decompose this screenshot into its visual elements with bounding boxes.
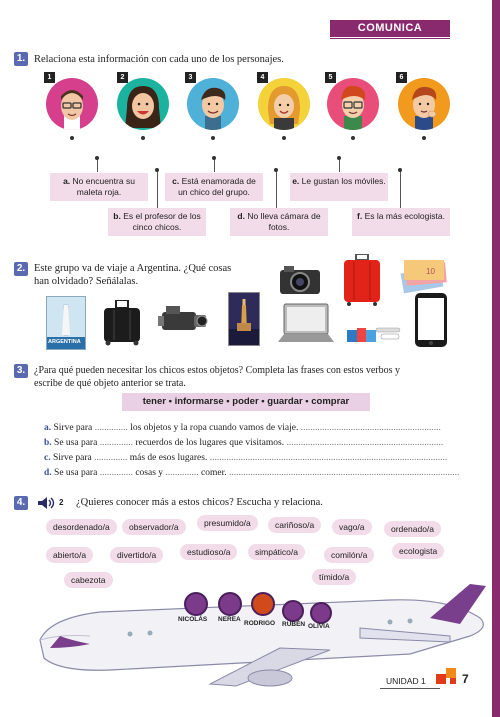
audio-icon[interactable] bbox=[36, 496, 60, 515]
character-number-6: 6 bbox=[396, 72, 407, 83]
character-number-1: 1 bbox=[44, 72, 55, 83]
nicolas-window-face-icon bbox=[184, 592, 208, 616]
verb-bank: tener • informarse • poder • guardar • comprar bbox=[122, 393, 370, 411]
sentence-b: b. Se usa para .............. recuerdos de los lugares que visitamos. .................................................................. bbox=[44, 438, 444, 448]
character-number-4: 4 bbox=[257, 72, 268, 83]
man-glasses-face-icon bbox=[46, 78, 98, 130]
svg-text:10: 10 bbox=[426, 267, 435, 276]
adjective-pill: ordenado/a bbox=[384, 521, 441, 537]
mobile-phone-icon bbox=[414, 292, 448, 353]
exercise-1-number: 1. bbox=[14, 52, 28, 66]
adjective-pill: cariñoso/a bbox=[268, 517, 321, 533]
connector-line bbox=[97, 158, 98, 172]
connector-dot bbox=[70, 136, 74, 140]
connector-dot bbox=[212, 156, 216, 160]
laptop-icon bbox=[278, 302, 334, 349]
olivia-window-face-icon bbox=[310, 602, 332, 624]
exercise-3-instruction-line1: ¿Para qué pueden necesitar los chicos estos objetos? Completa las frases con estos verbos y bbox=[34, 365, 401, 376]
sentence-d: d. Se usa para .............. cosas y .............. comer. ................................................................................................. bbox=[44, 468, 460, 478]
connector-line bbox=[339, 158, 340, 172]
character-number-5: 5 bbox=[325, 72, 336, 83]
connector-dot bbox=[398, 168, 402, 172]
sentence-c: c. Sirve para .............. más de esos lugares. .................................................................................................... bbox=[44, 453, 448, 463]
camera-icon bbox=[278, 262, 322, 301]
character-number-3: 3 bbox=[185, 72, 196, 83]
adjective-pill: simpático/a bbox=[248, 544, 305, 560]
connector-line bbox=[400, 170, 401, 210]
sentence-a: a. Sirve para .............. los objetos y la ropa cuando vamos de viaje. ........................................................... bbox=[44, 423, 441, 433]
adjective-pill: cabezota bbox=[64, 572, 113, 588]
connector-line bbox=[214, 158, 215, 172]
statement-d: d. No lleva cámara de fotos. bbox=[230, 208, 328, 236]
adjective-pill: presumido/a bbox=[197, 515, 258, 531]
toothbrush-icon bbox=[345, 322, 401, 349]
guidebook-title: ARGENTINA bbox=[48, 339, 81, 345]
statement-b: b. Es el profesor de los cinco chicos. bbox=[108, 208, 206, 236]
name-label: NICOLÁS bbox=[178, 616, 208, 623]
name-label: OLIVIA bbox=[308, 623, 330, 630]
adjective-pill: abierto/a bbox=[46, 547, 93, 563]
suitcase-red-icon bbox=[342, 254, 382, 311]
video-camera-icon bbox=[156, 304, 212, 343]
name-label: RUBÉN bbox=[282, 621, 306, 628]
adjective-pill: observador/a bbox=[122, 519, 186, 535]
rodrigo-window-face-icon bbox=[251, 592, 275, 616]
ruben-window-face-icon bbox=[282, 600, 304, 622]
boy-red-hair-glasses-face-icon bbox=[327, 78, 379, 130]
connector-dot bbox=[351, 136, 355, 140]
woman-dark-hair-face-icon bbox=[117, 78, 169, 130]
page-edge-tab bbox=[492, 0, 500, 717]
adjective-pill: vago/a bbox=[332, 519, 372, 535]
exercise-3-number: 3. bbox=[14, 364, 28, 378]
exercise-1-instruction: Relaciona esta información con cada uno de los personajes. bbox=[34, 54, 284, 65]
footer-rule bbox=[380, 688, 440, 689]
connector-dot bbox=[155, 168, 159, 172]
statement-a: a. No encuentra su maleta roja. bbox=[50, 173, 148, 201]
character-number-2: 2 bbox=[117, 72, 128, 83]
adjective-pill: desordenado/a bbox=[46, 519, 117, 535]
exercise-2-instruction-line1: Este grupo va de viaje a Argentina. ¿Qué cosas bbox=[34, 263, 232, 274]
connector-dot bbox=[422, 136, 426, 140]
woman-blond-face-icon bbox=[258, 78, 310, 130]
connector-line bbox=[276, 170, 277, 210]
suitcase-black-icon bbox=[100, 300, 144, 351]
adjective-pill: comilón/a bbox=[324, 547, 374, 563]
guidebook-icon bbox=[46, 296, 86, 350]
statement-e: e. Le gustan los móviles. bbox=[290, 173, 388, 201]
postcard-icon bbox=[228, 292, 260, 346]
adjective-pill: divertido/a bbox=[110, 547, 163, 563]
connector-dot bbox=[211, 136, 215, 140]
nerea-window-face-icon bbox=[218, 592, 242, 616]
adjective-pill: tímido/a bbox=[312, 569, 356, 585]
name-label: RODRIGO bbox=[244, 620, 276, 627]
name-label: NEREA bbox=[218, 616, 241, 623]
connector-dot bbox=[274, 168, 278, 172]
section-underline bbox=[330, 38, 450, 39]
adjective-pill: estudioso/a bbox=[180, 544, 237, 560]
connector-line bbox=[157, 170, 158, 210]
audio-track-number: 2 bbox=[59, 498, 64, 507]
boy-orange-hair-face-icon bbox=[398, 78, 450, 130]
boy-smiling-face-icon bbox=[187, 78, 239, 130]
connector-dot bbox=[141, 136, 145, 140]
unit-label: UNIDAD 1 bbox=[386, 676, 426, 686]
connector-dot bbox=[337, 156, 341, 160]
statement-c: c. Está enamorada de un chico del grupo. bbox=[165, 173, 263, 201]
exercise-2-number: 2. bbox=[14, 262, 28, 276]
unit-logo-icon bbox=[436, 668, 460, 689]
exercise-4-number: 4. bbox=[14, 496, 28, 510]
statement-f: f. Es la más ecologista. bbox=[352, 208, 450, 236]
adjective-pill: ecologista bbox=[392, 543, 444, 559]
section-label: COMUNICA bbox=[330, 20, 450, 37]
connector-dot bbox=[95, 156, 99, 160]
exercise-3-instruction-line2: escribe de qué objeto anterior se trata. bbox=[34, 378, 186, 389]
exercise-2-instruction-line2: han olvidado? Señálalas. bbox=[34, 276, 139, 287]
page-number: 7 bbox=[462, 672, 469, 686]
exercise-4-instruction: ¿Quieres conocer más a estos chicos? Escucha y relaciona. bbox=[76, 497, 323, 508]
connector-dot bbox=[282, 136, 286, 140]
